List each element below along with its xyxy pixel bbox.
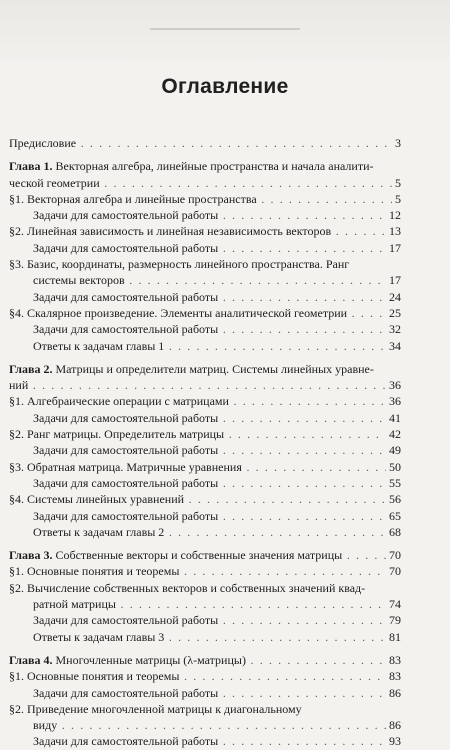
toc-row [9, 207, 401, 223]
toc-row [9, 508, 401, 524]
chapter-number: Глава 2. [9, 361, 53, 376]
toc-row [9, 442, 401, 458]
toc-page-number: 55 [386, 475, 401, 491]
toc-page-number: 42 [386, 426, 401, 442]
toc-page-number: 12 [386, 207, 401, 223]
toc-entry-text: §1. Векторная алгебра и линейные пространства [9, 191, 257, 206]
toc-page-number: 68 [386, 524, 401, 540]
toc-entry-text: §2. Ранг матрицы. Определитель матрицы [9, 427, 225, 442]
toc-row [9, 652, 401, 668]
toc-row [9, 135, 401, 151]
toc-row [9, 685, 401, 701]
toc-entry-text: ческой геометрии [9, 175, 100, 190]
chapter-number: Глава 3. [9, 548, 53, 563]
toc-page-number: 36 [386, 377, 401, 393]
toc-entry-text: Задачи для самостоятельной работы [33, 685, 219, 700]
table-of-contents [9, 128, 401, 750]
toc-entry-text: Векторная алгебра, линейные пространства и начала аналити- [52, 159, 374, 174]
toc-entry-text: ний [9, 378, 29, 393]
toc-entry-text: Ответы к задачам главы 2 [33, 524, 165, 539]
toc-page-number: 36 [386, 393, 401, 409]
toc-entry-text: Задачи для самостоятельной работы [33, 734, 219, 749]
toc-row [9, 612, 401, 628]
toc-page-number: 32 [386, 321, 401, 337]
toc-row [9, 272, 401, 288]
toc-page-number: 86 [386, 717, 401, 733]
toc-row [9, 459, 401, 475]
toc-entry-text: §4. Скалярное произведение. Элементы аналитической геометрии [9, 305, 348, 320]
toc-page-number: 74 [386, 596, 401, 612]
toc-entry-text: §1. Основные понятия и теоремы [9, 564, 180, 579]
toc-entry-text: §2. Вычисление собственных векторов и собственных значений квад- [9, 580, 366, 595]
toc-entry-text: Задачи для самостоятельной работы [33, 508, 219, 523]
toc-page-number: 5 [392, 175, 401, 191]
toc-row [9, 524, 401, 540]
toc-entry-text: §3. Базис, координаты, размерность линейного пространства. Ранг [9, 257, 350, 272]
toc-row [9, 289, 401, 305]
page-title: Оглавление [161, 75, 289, 98]
toc-entry-text: Многочленные матрицы (λ-матрицы) [52, 652, 246, 667]
toc-row [9, 563, 401, 579]
toc-row [9, 361, 401, 377]
previous-page-bleed [0, 0, 450, 68]
toc-row [9, 410, 401, 426]
toc-entry-text: виду [33, 718, 58, 733]
toc-row [9, 426, 401, 442]
toc-page-number: 65 [386, 508, 401, 524]
toc-page-number: 81 [386, 629, 401, 645]
toc-entry-text: §1. Алгебраические операции с матрицами [9, 394, 229, 409]
toc-entry-text: Задачи для самостоятельной работы [33, 443, 219, 458]
toc-page-number: 5 [392, 191, 401, 207]
toc-entry-text: Задачи для самостоятельной работы [33, 475, 219, 490]
toc-entry-text: Ответы к задачам главы 1 [33, 338, 165, 353]
toc-row [9, 377, 401, 393]
toc-row [9, 701, 401, 717]
toc-entry-text: ратной матрицы [33, 597, 116, 612]
toc-page-number: 70 [386, 563, 401, 579]
toc-entry-text: §3. Обратная матрица. Матричные уравнения [9, 459, 242, 474]
toc-row [9, 240, 401, 256]
toc-row [9, 717, 401, 733]
toc-row [9, 393, 401, 409]
toc-row [9, 223, 401, 239]
toc-row [9, 305, 401, 321]
toc-page-number: 3 [392, 135, 401, 151]
toc-entry-text: Матрицы и определители матриц. Системы линейных уравне- [52, 361, 374, 376]
toc-entry-text: Предисловие [9, 136, 77, 150]
chapter-number: Глава 1. [9, 159, 53, 174]
toc-page-number: 56 [386, 491, 401, 507]
toc-entry-text: Задачи для самостоятельной работы [33, 289, 219, 304]
toc-entry-text: §2. Линейная зависимость и линейная независимость векторов [9, 224, 332, 239]
toc-entry-text: §4. Системы линейных уравнений [9, 492, 185, 507]
toc-entry-text: Задачи для самостоятельной работы [33, 240, 219, 255]
toc-row [9, 158, 401, 174]
toc-page-number: 17 [386, 272, 401, 288]
toc-row [9, 733, 401, 749]
toc-page-number: 17 [386, 240, 401, 256]
bleed-line [150, 28, 300, 30]
toc-entry-text: §2. Приведение многочленной матрицы к диагональному [9, 701, 302, 716]
toc-entry-text: Ответы к задачам главы 3 [33, 629, 165, 644]
toc-page-number: 34 [386, 338, 401, 354]
toc-entry-text: Задачи для самостоятельной работы [33, 322, 219, 337]
toc-entry-text: Задачи для самостоятельной работы [33, 613, 219, 628]
toc-page-number: 86 [386, 685, 401, 701]
toc-row [9, 475, 401, 491]
toc-page-number: 79 [386, 612, 401, 628]
toc-entry-text: системы векторов [33, 273, 125, 288]
toc-row [9, 491, 401, 507]
toc-row [9, 256, 401, 272]
toc-page-number: 25 [386, 305, 401, 321]
toc-row [9, 191, 401, 207]
toc-row [9, 338, 401, 354]
toc-row [9, 175, 401, 191]
toc-row [9, 629, 401, 645]
toc-page-number: 83 [386, 652, 401, 668]
toc-page-number: 70 [386, 547, 401, 563]
toc-page-number: 13 [386, 223, 401, 239]
chapter-number: Глава 4. [9, 652, 53, 667]
toc-row [9, 596, 401, 612]
toc-page-number: 49 [386, 442, 401, 458]
toc-page-number: 93 [386, 733, 401, 749]
toc-page-number: 50 [386, 459, 401, 475]
toc-row [9, 547, 401, 563]
toc-entry-text: Собственные векторы и собственные значения матрицы [52, 548, 343, 563]
toc-page-number: 41 [386, 410, 401, 426]
toc-row [9, 668, 401, 684]
toc-row [9, 321, 401, 337]
toc-row [9, 580, 401, 596]
toc-entry-text: Задачи для самостоятельной работы [33, 410, 219, 425]
toc-entry-text: Задачи для самостоятельной работы [33, 208, 219, 223]
toc-page-number: 24 [386, 289, 401, 305]
toc-entry-text: §1. Основные понятия и теоремы [9, 669, 180, 684]
toc-page-number: 83 [386, 668, 401, 684]
